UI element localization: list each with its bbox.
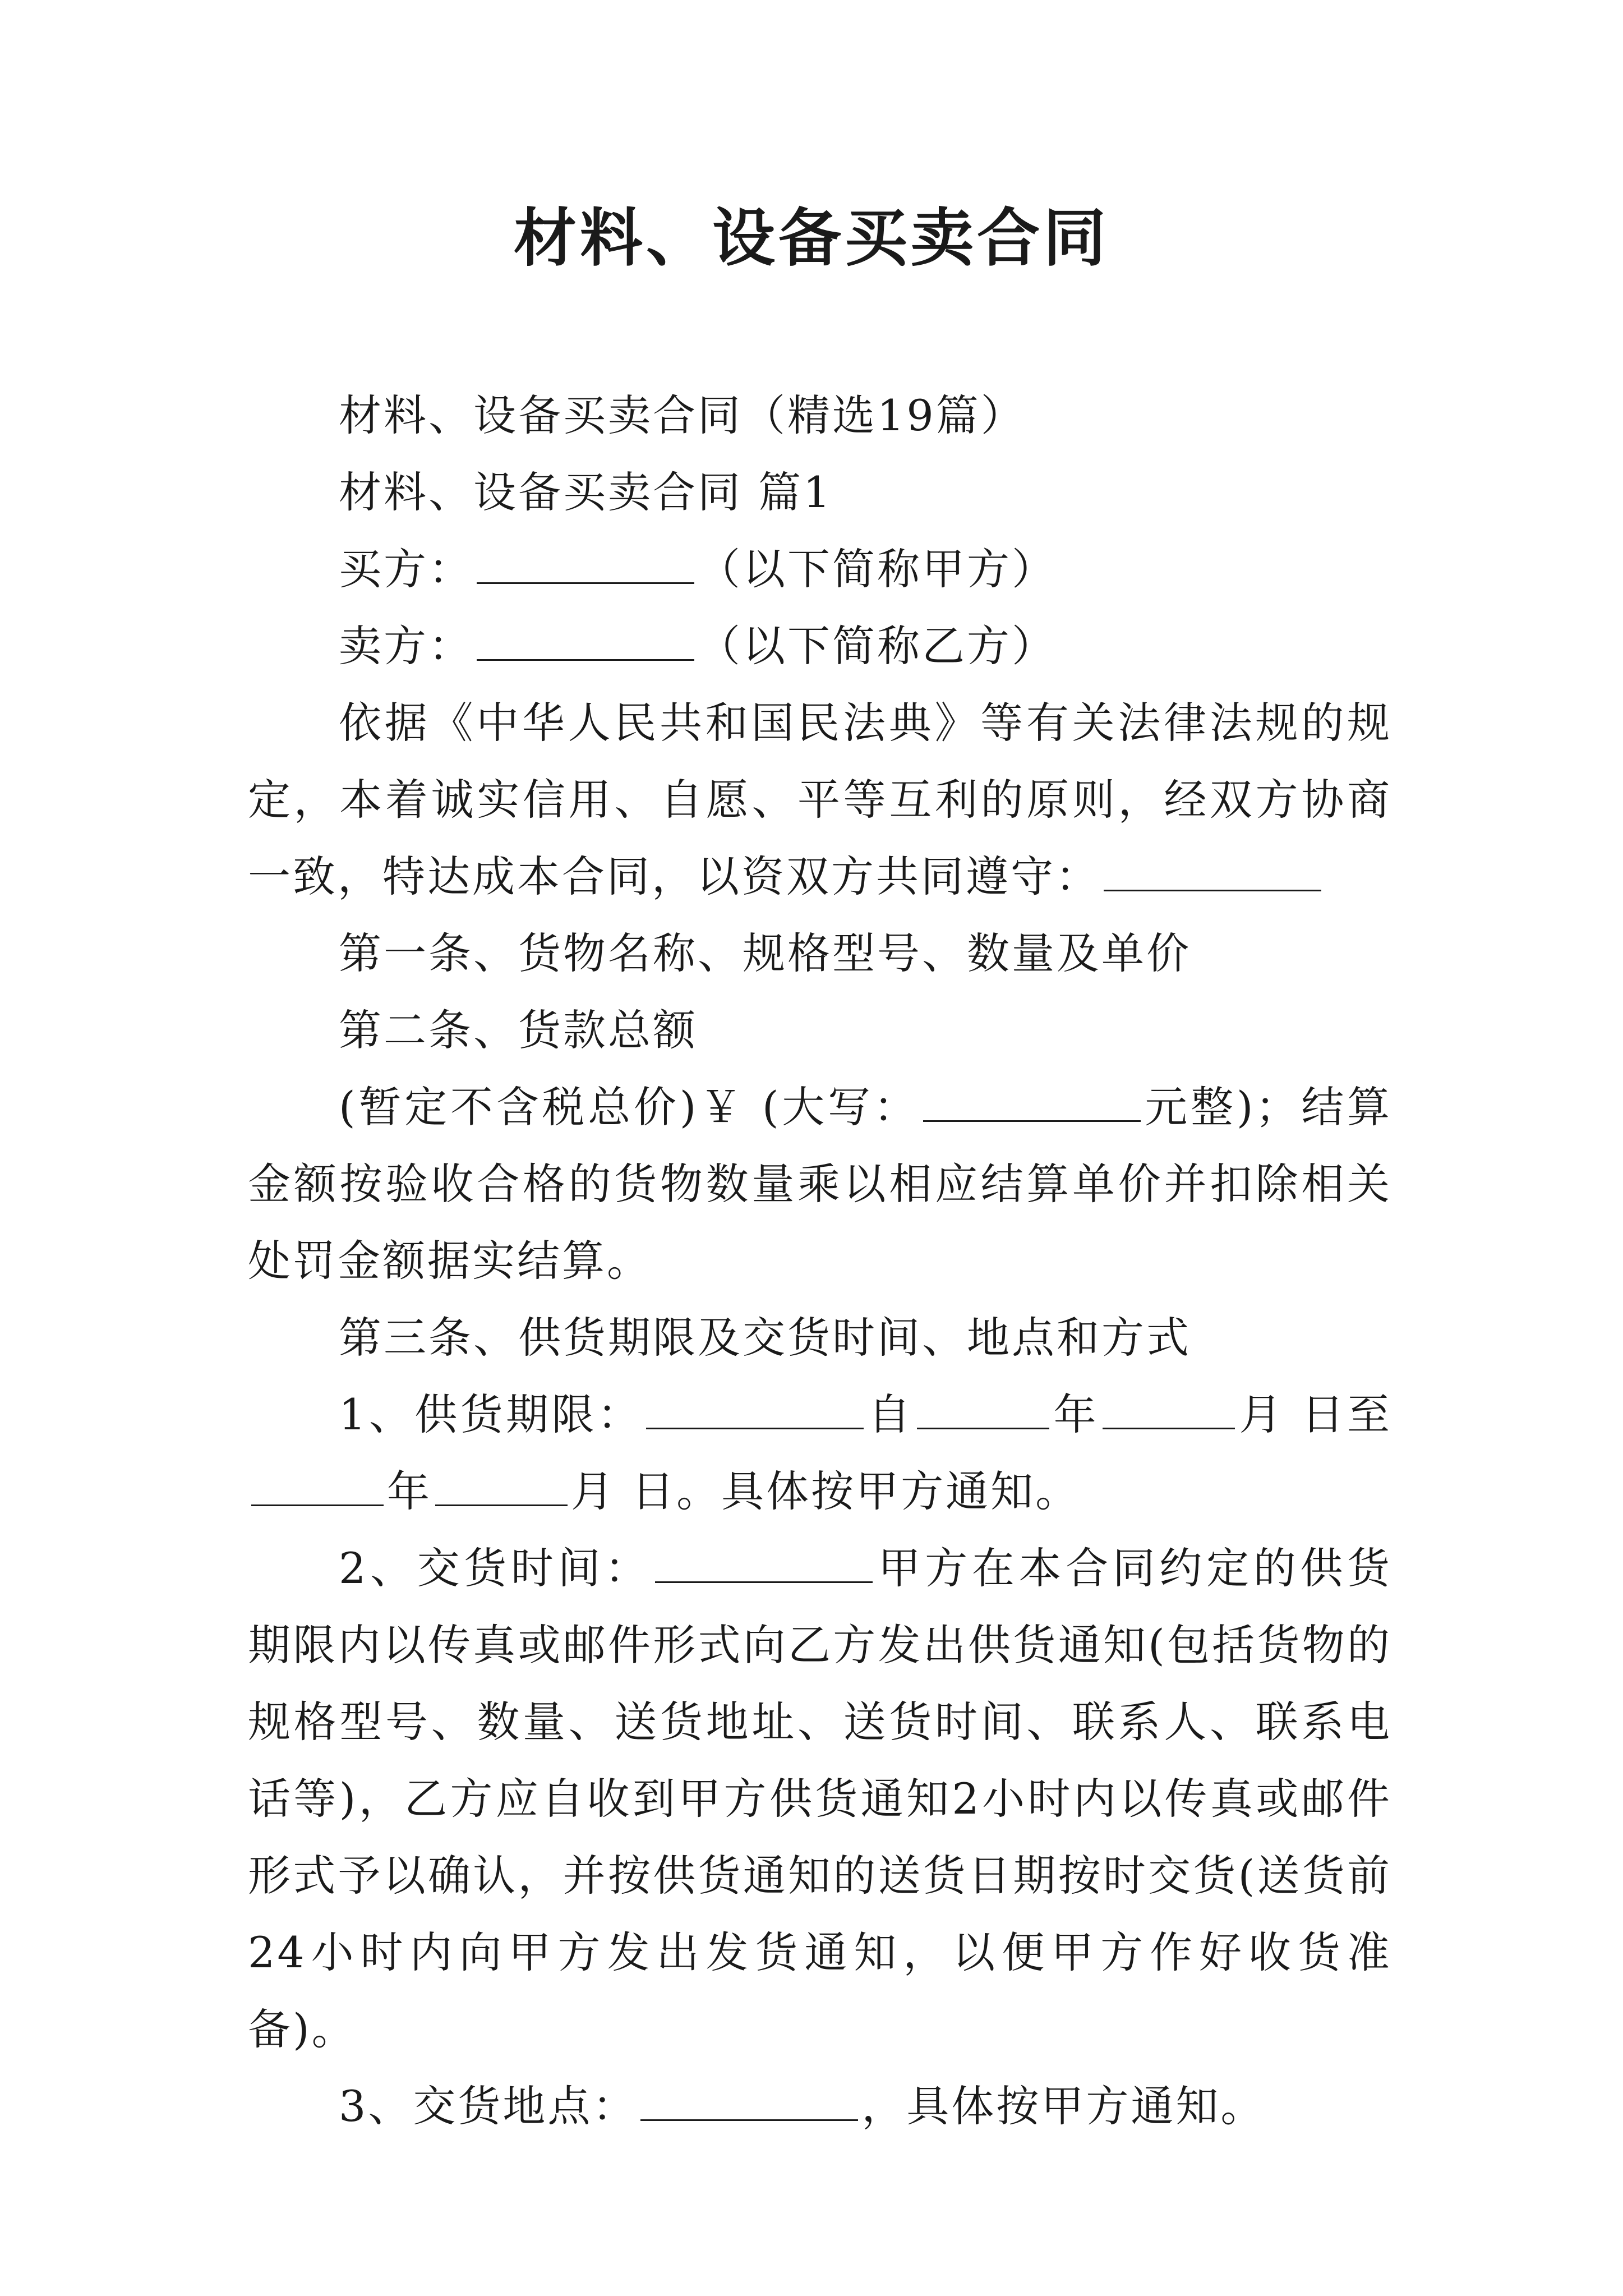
preamble-paragraph xyxy=(248,684,1392,915)
amount-words-blank xyxy=(923,1087,1141,1122)
end-year-blank xyxy=(251,1471,384,1506)
preamble-text: 依据《中华人民共和国民法典》等有关法律法规的规定，本着诚实信用、自愿、平等互利的原则，经双方协商一致，特达成本合同，以资双方共同遵守： xyxy=(248,698,1392,901)
delivery-place-blank xyxy=(640,2086,858,2121)
seller-label: 卖方： xyxy=(339,621,473,671)
delivery-time-paragraph xyxy=(248,1530,1392,2068)
buyer-label: 买方： xyxy=(339,544,473,594)
seller-suffix: （以下简称乙方） xyxy=(698,621,1057,671)
seller-name-blank xyxy=(477,625,694,661)
supply-period-prefix: 1、供货期限： xyxy=(339,1389,643,1439)
supply-period-from: 自 xyxy=(867,1389,914,1439)
article-3-heading: 第三条、供货期限及交货时间、地点和方式 xyxy=(339,1313,1191,1363)
preamble-blank xyxy=(1104,856,1321,891)
start-month-blank xyxy=(1103,1394,1235,1429)
article-2-suffix: 元整)；结算金额按验收合格的货物数量乘以相应结算单价并扣除相关处罚金额据实结算。 xyxy=(248,1082,1393,1286)
supply-period-year-2: 年 xyxy=(387,1466,432,1516)
delivery-time-text: 甲方在本合同约定的供货期限内以传真或邮件形式向乙方发出供货通知(包括货物的规格型号、数量、送货地址、送货时间、联系人、联系电话等)，乙方应自收到甲方供货通知2小时内以传真或邮件形式予以确认，并按供货通知的送货日期按时交货(送货前24小时内向甲方发出发货通知，以便甲方作好收货准备)。 xyxy=(248,1543,1393,2054)
end-month-blank xyxy=(435,1471,568,1506)
article-2-prefix: (暂定不含税总价)￥ (大写： xyxy=(339,1082,920,1132)
supply-period-month-2: 月 日。具体按甲方通知。 xyxy=(571,1466,1081,1516)
delivery-place-prefix: 3、交货地点： xyxy=(339,2081,638,2131)
delivery-place-paragraph xyxy=(248,2068,1392,2145)
delivery-time-prefix: 2、交货时间： xyxy=(339,1543,652,1593)
section-heading: 材料、设备买卖合同 篇1 xyxy=(339,467,833,517)
start-year-blank xyxy=(917,1394,1049,1429)
buyer-line xyxy=(248,531,1392,608)
article-2-paragraph xyxy=(248,1069,1392,1299)
article-1-heading: 第一条、货物名称、规格型号、数量及单价 xyxy=(339,928,1191,978)
article-2-heading: 第二条、货款总额 xyxy=(339,1005,698,1055)
seller-line xyxy=(248,608,1392,684)
document-body xyxy=(248,377,1392,2145)
supply-period-paragraph xyxy=(248,1376,1392,1530)
document-title: 材料、设备买卖合同 xyxy=(514,201,1109,275)
delivery-time-blank xyxy=(655,1548,873,1583)
supply-period-month-1: 月 日至 xyxy=(1238,1389,1393,1439)
buyer-name-blank xyxy=(477,549,694,584)
supply-period-year-1: 年 xyxy=(1053,1389,1100,1439)
supply-period-blank xyxy=(646,1394,864,1429)
buyer-suffix: （以下简称甲方） xyxy=(698,544,1057,594)
delivery-place-suffix: ，具体按甲方通知。 xyxy=(861,2081,1266,2131)
document-subtitle: 材料、设备买卖合同（精选19篇） xyxy=(339,390,1026,440)
